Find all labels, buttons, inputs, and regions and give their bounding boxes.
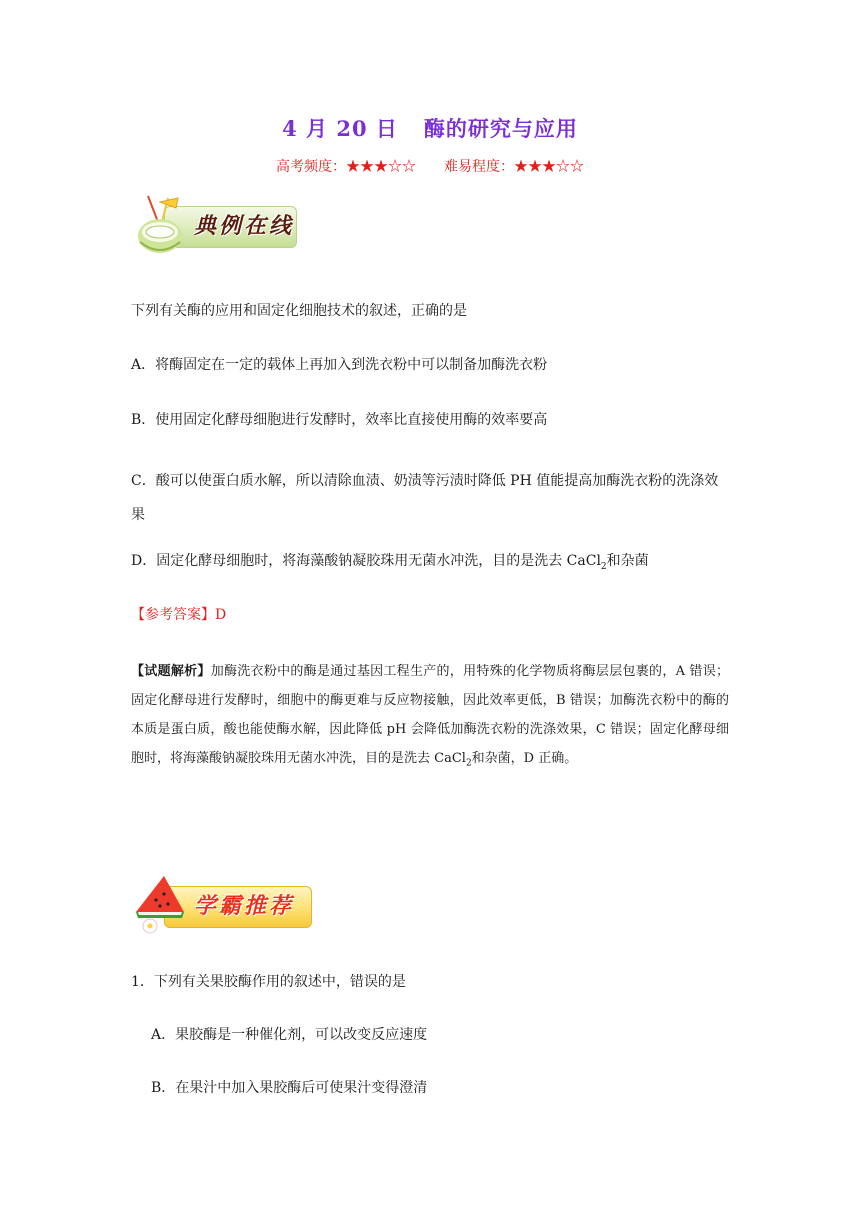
difficulty-stars: ★★★☆☆ [514, 159, 584, 175]
section-label-example: 典例在线 [194, 214, 295, 239]
analysis-label: 【试题解析】 [131, 664, 211, 679]
analysis-body: 加酶洗衣粉中的酶是通过基因工程生产的，用特殊的化学物质将酶层层包裹的，A 错误；固定化酵母进行发酵时，细胞中的酶更难与反应物接触，因此效率更低，B 错误；加酶洗衣粉中的酶的本质是蛋白质，酸也能使酶水解，因此降低 pH 会降低加酶洗衣粉的洗涤效果，C 错误；固定化酵母细胞时，将海藻酸钠凝胶珠用无菌水冲洗，目的是洗去 CaCl [131, 664, 729, 766]
section-label-practice: 学霸推荐 [194, 894, 295, 919]
page-title [0, 113, 860, 143]
example-option-c: C．酸可以使蛋白质水解，所以清除血渍、奶渍等污渍时降低 PH 值能提高加酶洗衣粉的洗涤效果 [131, 473, 719, 523]
analysis-tail: 和杂菌，D 正确。 [471, 751, 578, 766]
section-banner-example [132, 192, 297, 256]
section-banner-practice [132, 872, 312, 936]
analysis-subscript: 2 [465, 758, 472, 769]
title-date: 4 月 20 日 [282, 116, 398, 141]
practice-question-1-stem: 1．下列有关果胶酶作用的叙述中，错误的是 [131, 974, 406, 990]
frequency-stars: ★★★☆☆ [346, 159, 416, 175]
example-option-d [131, 551, 649, 577]
coconut-drink-icon [132, 192, 196, 256]
watermelon-icon [132, 872, 196, 936]
reference-answer: 【参考答案】D [131, 607, 227, 623]
frequency-label: 高考频度： [276, 159, 346, 175]
practice-question-1-option-b: B．在果汁中加入果胶酶后可使果汁变得澄清 [151, 1080, 428, 1096]
difficulty-label: 难易程度： [444, 159, 514, 175]
option-d-tail: 和杂菌 [606, 553, 649, 569]
example-option-a: A．将酶固定在一定的载体上再加入到洗衣粉中可以制备加酶洗衣粉 [131, 357, 548, 373]
analysis-paragraph [131, 657, 729, 779]
practice-question-1-option-a: A．果胶酶是一种催化剂，可以改变反应速度 [151, 1027, 428, 1043]
rating-line [0, 156, 860, 176]
example-option-b: B．使用固定化酵母细胞进行发酵时，效率比直接使用酶的效率要高 [131, 412, 548, 428]
option-d-subscript: 2 [600, 561, 607, 572]
option-d-text: D．固定化酵母细胞时，将海藻酸钠凝胶珠用无菌水冲洗，目的是洗去 CaCl [131, 553, 601, 569]
example-question-stem: 下列有关酶的应用和固定化细胞技术的叙述，正确的是 [131, 303, 467, 319]
title-topic: 酶的研究与应用 [423, 116, 578, 141]
